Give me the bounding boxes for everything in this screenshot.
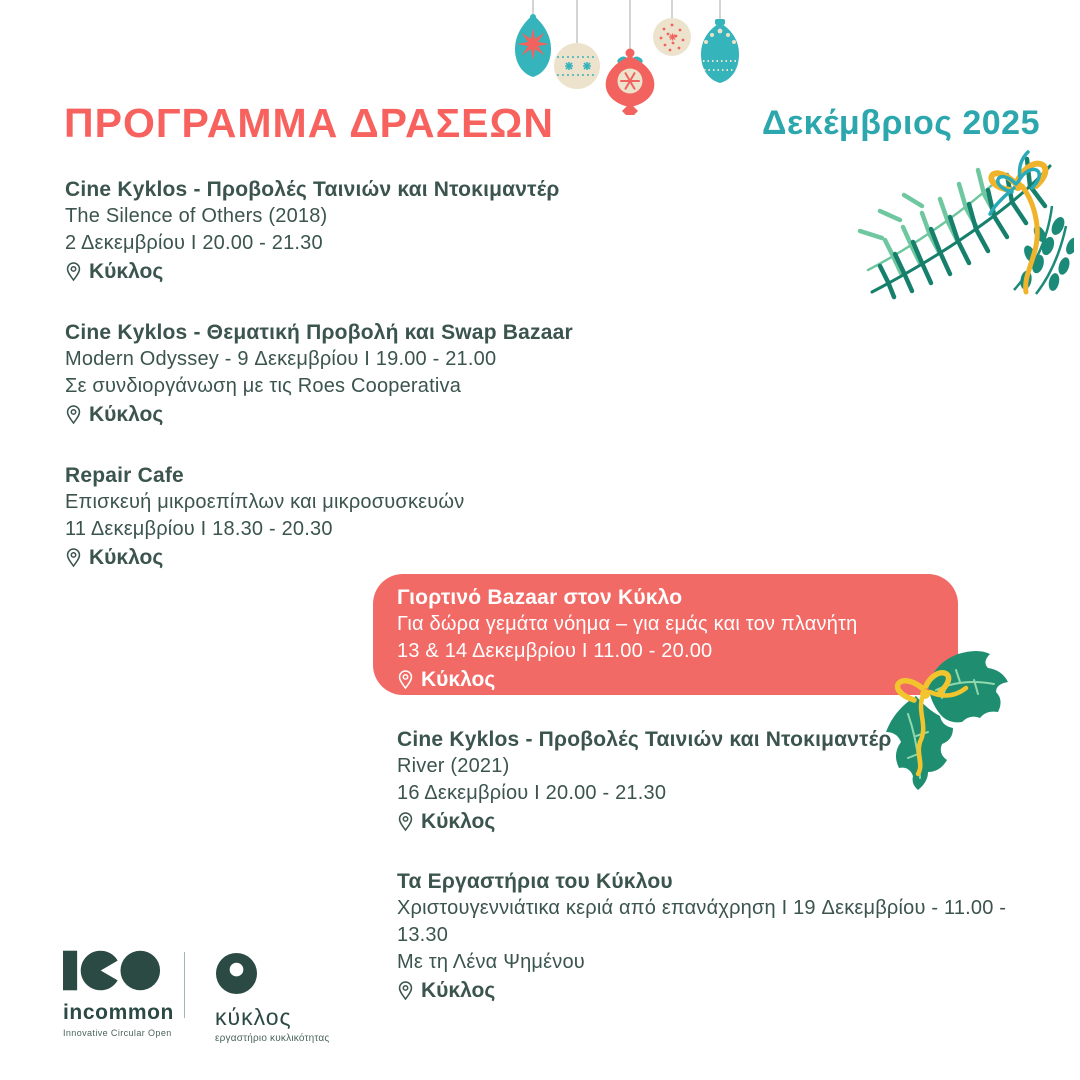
event-title: Repair Cafe — [65, 464, 184, 487]
event-location — [65, 401, 625, 428]
page-title: ΠΡΟΓΡΑΜΜΑ ΔΡΑΣΕΩΝ — [64, 100, 555, 146]
location-pin-icon — [65, 404, 82, 425]
event-item — [397, 868, 1057, 1004]
ornament-teal-drop-dotted — [701, 19, 739, 83]
event-item — [65, 176, 625, 285]
location-pin-icon — [397, 980, 414, 1001]
holly-leaf-right — [928, 651, 1008, 722]
page-month: Δεκέμβριος 2025 — [762, 104, 1040, 142]
event-item — [397, 726, 957, 835]
event-line: Επισκευή μικροεπίπλων και μικροσυσκευών — [65, 491, 465, 513]
event-location-label: Κύκλος — [89, 259, 164, 283]
location-pin-icon — [65, 547, 82, 568]
event-line: 2 Δεκεμβρίου I 20.00 - 21.30 — [65, 232, 323, 254]
event-location-label: Κύκλος — [421, 809, 496, 833]
ornament-cream-ball-band — [554, 43, 600, 89]
logo-divider — [184, 952, 185, 1018]
incommon-logo-tagline: Innovative Circular Open — [63, 1028, 172, 1038]
event-title: Cine Kyklos - Θεματική Προβολή και Swap Bazaar — [65, 321, 573, 344]
incommon-logo-mark — [63, 950, 161, 991]
incommon-logo — [63, 950, 174, 1038]
event-line: The Silence of Others (2018) — [65, 205, 328, 227]
event-location — [397, 808, 957, 835]
event-title: Cine Kyklos - Προβολές Ταινιών και Ντοκιμαντέρ — [65, 178, 560, 201]
christmas-ornaments-illustration — [505, 0, 755, 115]
event-location-label: Κύκλος — [89, 402, 164, 426]
event-location — [397, 977, 1057, 1004]
event-line: 16 Δεκεμβρίου I 20.00 - 21.30 — [397, 782, 667, 804]
event-location-label: Κύκλος — [421, 667, 496, 691]
location-pin-icon — [397, 811, 414, 832]
event-item — [65, 319, 625, 428]
event-location-label: Κύκλος — [89, 545, 164, 569]
event-line: Σε συνδιοργάνωση με τις Roes Cooperativa — [65, 375, 462, 397]
event-line: Χριστουγεννιάτικα κεριά από επανάχρηση I 19 Δεκεμβρίου - 11.00 - 13.30 — [397, 897, 1007, 946]
event-title: Cine Kyklos - Προβολές Ταινιών και Ντοκιμαντέρ — [397, 728, 892, 751]
ornament-strings — [533, 0, 720, 50]
ornament-coral-finial — [606, 49, 655, 116]
event-item — [65, 462, 625, 571]
kyklos-logo-tagline: εργαστήριο κυκλικότητας — [215, 1033, 330, 1044]
event-location — [65, 544, 625, 571]
event-line: 11 Δεκεμβρίου I 18.30 - 20.30 — [65, 518, 333, 540]
location-pin-icon — [397, 669, 414, 690]
pine-branch-with-bow-illustration — [852, 142, 1074, 310]
event-line: River (2021) — [397, 755, 510, 777]
event-location-label: Κύκλος — [421, 978, 496, 1002]
event-line: Modern Odyssey - 9 Δεκεμβρίου I 19.00 - 21.00 — [65, 348, 497, 370]
kyklos-logo-name: κύκλος — [215, 1004, 292, 1030]
event-title: Γιορτινό Bazaar στον Κύκλο — [397, 586, 683, 609]
location-pin-icon — [65, 261, 82, 282]
kyklos-logo — [215, 952, 329, 1044]
event-location — [65, 258, 625, 285]
ornament-teal-teardrop — [515, 14, 551, 77]
event-title: Τα Εργαστήρια του Κύκλου — [397, 870, 673, 893]
incommon-logo-name: incommon — [63, 1001, 174, 1024]
event-line: Για δώρα γεμάτα νόημα – για εμάς και τον πλανήτη — [397, 613, 858, 635]
event-line: 13 & 14 Δεκεμβρίου I 11.00 - 20.00 — [397, 640, 713, 662]
event-line: Με τη Λένα Ψημένου — [397, 951, 585, 973]
ornament-cream-ball-speckled — [653, 18, 691, 56]
kyklos-logo-mark — [215, 952, 258, 995]
